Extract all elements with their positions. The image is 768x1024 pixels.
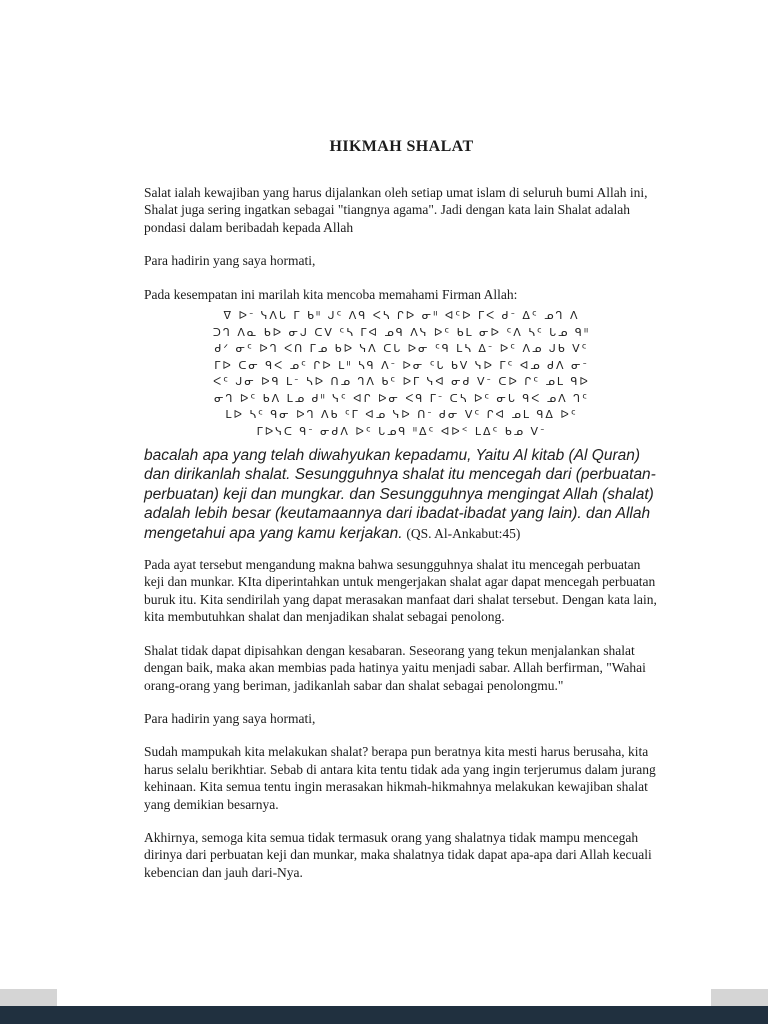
arabic-verse-line: ᐸᑦ ᒍᓂ ᐅᑫ ᒪᐨ ᓴᐅ ᑎᓄ ᒉᐱ ᑲᑦ ᐅᒥ ᓭᐊ ᓂᑯ ᐯᐨ ᑕᐅ ᒋᑦ ᓄᒪ ᑫᐅ (213, 375, 590, 389)
arabic-verse-line: ᒪᐅ ᓴᑦ ᑫᓂ ᐅᒉ ᐱᑲ ᑦᒥ ᐊᓄ ᓭᐅ ᑎᐨ ᑯᓂ ᐯᑦ ᒋᐊ ᓄᒪ ᑫᐃ ᐅᑦ (225, 408, 578, 422)
arabic-verse-line: ᑯᐟ ᓂᑦ ᐅᒉ ᐸᑎ ᒥᓄ ᑲᐅ ᓭᐱ ᑕᒐ ᐅᓂ ᑦᑫ ᒪᓴ ᐃᐨ ᐅᑦ ᐱᓄ ᒍᑲ ᐯᑦ (214, 342, 589, 356)
document-title: HIKMAH SHALAT (329, 138, 474, 155)
arabic-verse-line: ᑐᒉ ᐱᓇ ᑲᐅ ᓂᒍ ᑕᐯ ᑦᓴ ᒥᐊ ᓄᑫ ᐱᓭ ᐅᑦ ᑲᒪ ᓂᐅ ᑦᐱ ᓴᑦ ᒐᓄ ᑫᐦ (212, 325, 591, 339)
document-content (144, 138, 659, 897)
arabic-verse-line: ᒥᐅ ᑕᓂ ᑫᐸ ᓄᑦ ᒋᐅ ᒪᐦ ᓴᑫ ᐱᐨ ᐅᓂ ᑦᒐ ᑲᐯ ᓭᐅ ᒥᑦ ᐊᓄ ᑯᐱ ᓂᐨ (214, 358, 589, 372)
paragraph-greeting-1: Para hadirin yang saya hormati, (144, 253, 316, 269)
verse-translation-text: bacalah apa yang telah diwahyukan kepadamu, Yaitu Al kitab (Al Quran) dan dirikanlah shalat. Sesungguhnya shalat itu mencegah dari (perbuatan- perbuatan) keji dan mungkar. dan Sesungguhnya mengingat Allah (shalat) adalah lebih besar (keutamaannya dari ibadat-ibadat yang lain). dan Allah mengetahui apa yang kamu kerjakan. (144, 447, 656, 542)
arabic-verse-line: ᓂᒉ ᐅᑦ ᑲᐱ ᒪᓄ ᑯᐦ ᓭᑦ ᐊᒋ ᐅᓂ ᐸᑫ ᒥᐨ ᑕᓴ ᐅᑦ ᓂᒐ ᑫᐸ ᓄᐱ ᒉᑦ (214, 391, 589, 405)
verse-reference: (QS. Al-Ankabut:45) (406, 525, 521, 541)
paragraph-meaning: Pada ayat tersebut mengandung makna bahwa sesungguhnya shalat itu mencegah perbuatan keji dan munkar. KIta diperintahkan untuk mengerjakan shalat agar dapat mencegah perbuatan buruk itu. Kita sendirilah yang dapat merasakan manfaat dari shalat tersebut. Dengan kata lain, kita membutuhkan shalat dan menjadikan shalat sebagai penolong. (144, 557, 657, 625)
verse-translation (144, 446, 659, 543)
arabic-verse-line: ᒥᐅᓭᑕ ᑫᐨ ᓂᑯᐱ ᐅᑦ ᒐᓄᑫ ᐦᐃᑦ ᐊᐅᑉ ᒪᐃᑦ ᑲᓄ ᐯᐨ (256, 424, 547, 438)
paragraph-preface: Pada kesempatan ini marilah kita mencoba memahami Firman Allah: (144, 286, 518, 302)
viewer-background-right-corner (711, 989, 768, 1006)
paragraph-patience: Shalat tidak dapat dipisahkan dengan kesabaran. Seseorang yang tekun menjalankan shalat dengan baik, maka akan membias pada hatinya yaitu menjadi sabar. Allah berfirman, "Wahai orang-orang yang beriman, jadikanlah sabar dan shalat sebagai penolongmu." (144, 642, 646, 693)
viewer-background-left-corner (0, 989, 57, 1006)
paragraph-greeting-2: Para hadirin yang saya hormati, (144, 710, 316, 726)
paragraph-effort: Sudah mampukah kita melakukan shalat? berapa pun beratnya kita mesti harus berusaha, kita harus selalu berikhtiar. Sebab di antara kita tentu tidak ada yang ingin terjerumus dalam jurang kehinaan. Kita semua tentu ingin merasakan hikmah-hikmahnya melakukan kewajiban shalat yang demikian besarnya. (144, 744, 656, 812)
paragraph-intro: Salat ialah kewajiban yang harus dijalankan oleh setiap umat islam di seluruh bumi Allah ini, Shalat juga sering ingatkan sebagai "tiangnya agama". Jadi dengan kata lain Shalat adalah pondasi dalam beribadah kepada Allah (144, 185, 648, 235)
viewer-footer-bar (0, 1006, 768, 1024)
paragraph-closing: Akhirnya, semoga kita semua tidak termasuk orang yang shalatnya tidak mampu mencegah dirinya dari perbuatan keji dan munkar, maka shalatnya tidak dapat apa-apa dari Allah kecuali kebencian dan jauh dari-Nya. (144, 829, 652, 880)
arabic-verse-block (144, 308, 659, 440)
arabic-verse-line: ᐁ ᐅᐨ ᓭᐱᒐ ᒥ ᑲᐦ ᒍᑦ ᐱᑫ ᐸᓴ ᒋᐅ ᓂᐦ ᐊᑦᐅ ᒥᐸ ᑯᐨ ᐃᑦ ᓄᒉ ᐱ (223, 309, 580, 323)
